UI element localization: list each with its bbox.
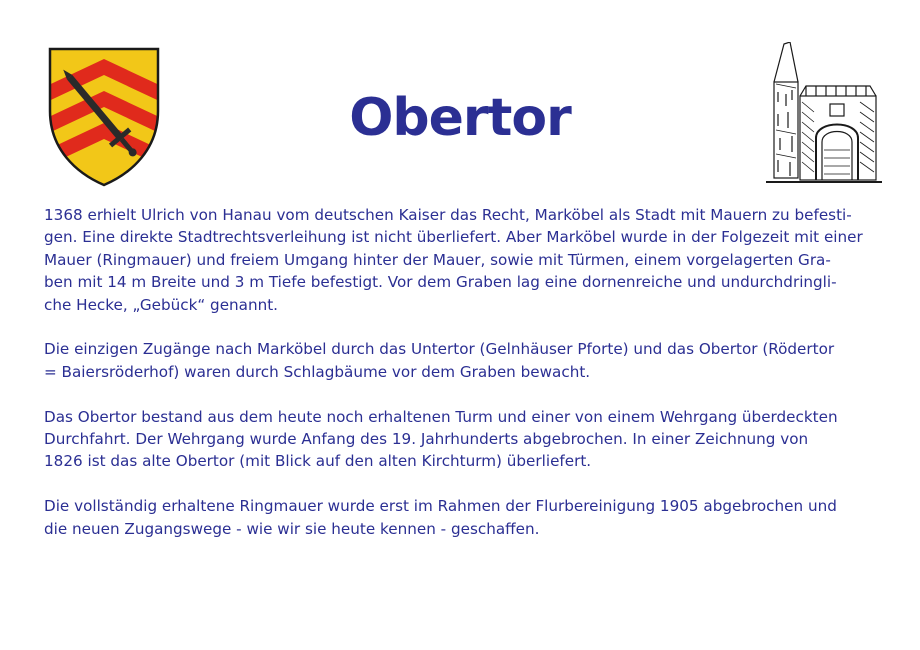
text-line: Die vollständig erhaltene Ringmauer wurde erst im Rahmen der Flurbereinigung 1905 abgebrochen und xyxy=(44,497,837,516)
body-text xyxy=(44,204,879,540)
text-line: che Hecke, „Gebück“ genannt. xyxy=(44,295,279,314)
text-line: Das Obertor bestand aus dem heute noch erhaltenen Turm und einer von einem Wehrgang überdeckten xyxy=(44,407,838,426)
text-line: Mauer (Ringmauer) und freiem Umgang hinter der Mauer, sowie mit Türmen, einem vorgelagerten Gra- xyxy=(44,250,831,269)
text-line: Durchfahrt. Der Wehrgang wurde Anfang des 19. Jahrhunderts abgebrochen. In einer Zeichnung von xyxy=(44,430,809,449)
text-line: 1368 erhielt Ulrich von Hanau vom deutschen Kaiser das Recht, Marköbel als Stadt mit Mauern zu befesti- xyxy=(44,206,852,224)
text-line: ben mit 14 m Breite und 3 m Tiefe befestigt. Vor dem Graben lag eine dornenreiche und undurchdringli- xyxy=(44,273,837,292)
paragraph-obertor xyxy=(44,406,879,473)
text-line: = Baiersröderhof) waren durch Schlagbäume vor dem Graben bewacht. xyxy=(44,362,591,381)
text-line: 1826 ist das alte Obertor (mit Blick auf den alten Kirchturm) überliefert. xyxy=(44,452,592,471)
paragraph-ringmauer xyxy=(44,495,879,540)
page-title: Obertor xyxy=(349,88,571,148)
paragraph-gates xyxy=(44,338,879,383)
paragraph-history xyxy=(44,204,879,316)
text-line: Die einzigen Zugänge nach Marköbel durch das Untertor (Gelnhäuser Pforte) und das Obertor (Rödertor xyxy=(44,340,835,359)
text-line: gen. Eine direkte Stadtrechtsverleihung ist nicht überliefert. Aber Marköbel wurde in der Folgezeit mit einer xyxy=(44,228,863,247)
text-line: die neuen Zugangswege - wie wir sie heute kennen - geschaffen. xyxy=(44,519,540,538)
